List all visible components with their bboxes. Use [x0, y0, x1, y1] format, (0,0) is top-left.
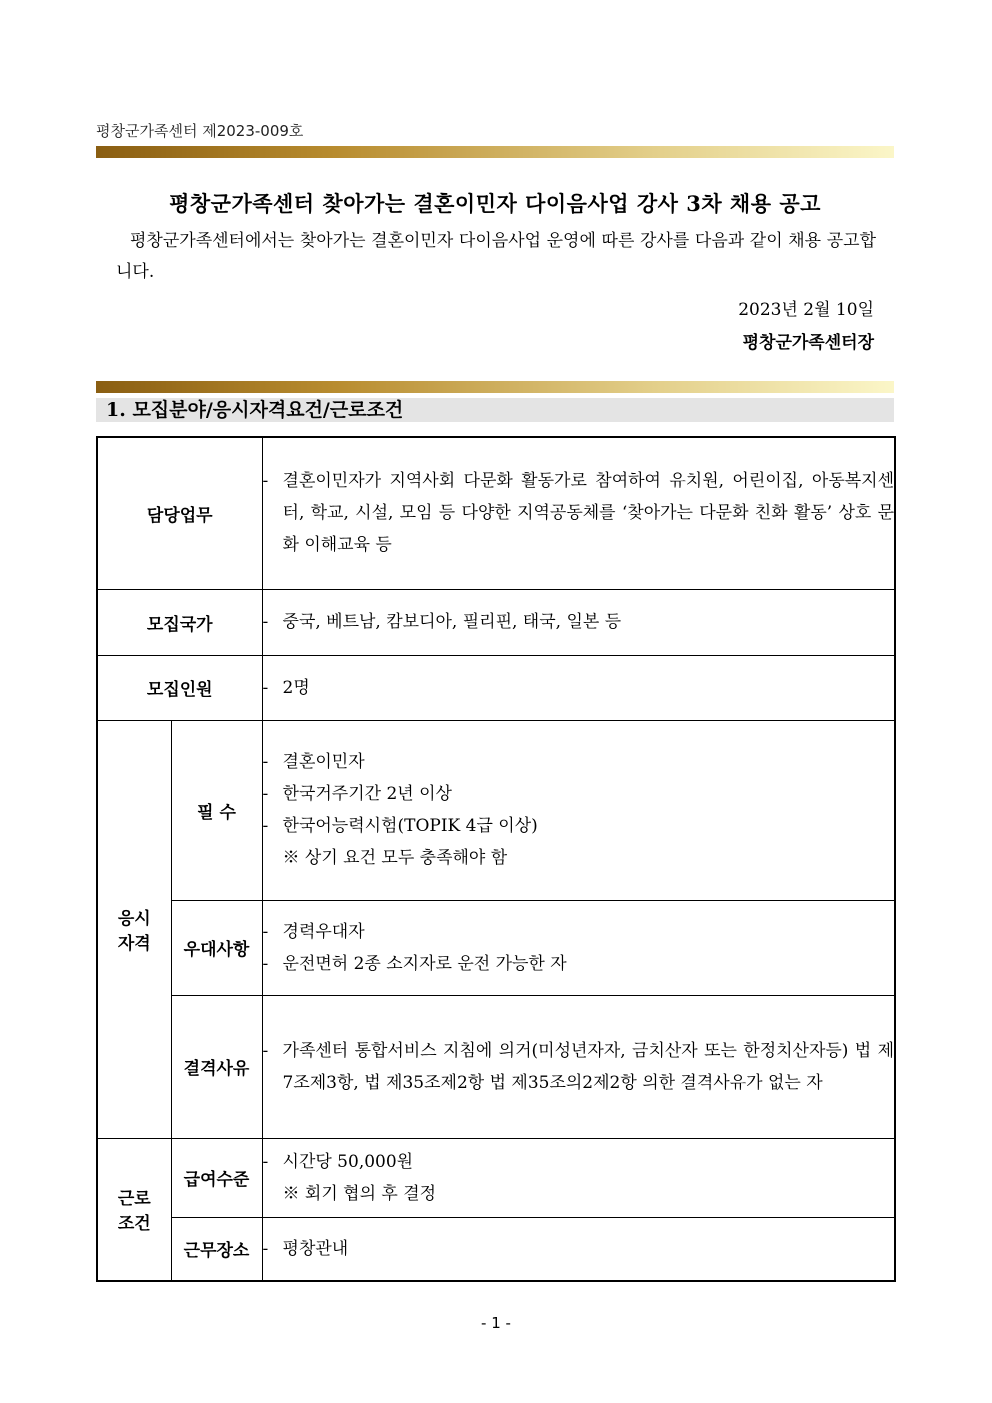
disqualification-label: 결격사유	[171, 995, 262, 1138]
qualification-label-line2: 자격	[117, 934, 151, 954]
list-item: - 한국거주기간 2년 이상	[263, 778, 895, 810]
headcount-label: 모집인원	[97, 655, 262, 720]
row-pay	[97, 1138, 895, 1217]
duty-label: 담당업무	[97, 437, 262, 589]
list-item: - 한국어능력시험(TOPIK 4급 이상)	[263, 810, 895, 842]
location-label: 근무장소	[171, 1217, 262, 1281]
conditions-label	[97, 1138, 171, 1281]
disqualification-content	[262, 995, 895, 1138]
conditions-label-line1: 근로	[117, 1189, 151, 1210]
list-item: - 시간당 50,000원	[263, 1146, 895, 1178]
section-heading: 1. 모집분야/응시자격요건/근로조건	[96, 398, 894, 422]
announcement-date: 2023년 2월 10일	[738, 300, 874, 320]
qualification-label	[97, 720, 171, 1138]
pay-content	[262, 1138, 895, 1217]
preferred-content	[262, 900, 895, 995]
list-item: - 운전면허 2종 소지자로 운전 가능한 자	[263, 948, 895, 980]
preferred-label: 우대사항	[171, 900, 262, 995]
row-preferred	[97, 900, 895, 995]
list-item: - 가족센터 통합서비스 지침에 의거(미성년자자, 금치산자 또는 한정치산자등) 법 제7조제3항, 법 제35조제2항 법 제35조의2제2항 의한 결격사유가 없는 자	[263, 1035, 895, 1099]
list-item: - 경력우대자	[263, 916, 895, 948]
required-note: ※ 상기 요건 모두 충족해야 함	[282, 848, 508, 868]
issuer-name: 평창군가족센터장	[742, 333, 874, 353]
list-item: - 중국, 베트남, 캄보디아, 필리핀, 태국, 일본 등	[263, 606, 895, 638]
qualification-label-line1: 응시	[117, 909, 151, 929]
row-countries	[97, 589, 895, 655]
countries-label: 모집국가	[97, 589, 262, 655]
recruitment-table	[96, 436, 896, 1282]
row-required	[97, 720, 895, 900]
section-divider	[96, 381, 894, 393]
page-title: 평창군가족센터 찾아가는 결혼이민자 다이음사업 강사 3차 채용 공고	[169, 191, 821, 216]
list-item: - 2명	[263, 672, 895, 704]
headcount-content	[262, 655, 895, 720]
pay-label: 급여수준	[171, 1138, 262, 1217]
list-item: - 결혼이민자가 지역사회 다문화 활동가로 참여하여 유치원, 어린이집, 아동복지센터, 학교, 시설, 모임 등 다양한 지역공동체를 ‘찾아가는 다문화 친화 활동’ 상호 문화 이해교육 등	[263, 465, 895, 561]
required-content	[262, 720, 895, 900]
header-divider	[96, 146, 894, 158]
location-content	[262, 1217, 895, 1281]
conditions-label-line2: 조건	[117, 1214, 151, 1235]
row-headcount	[97, 655, 895, 720]
row-disqualification	[97, 995, 895, 1138]
list-item: - 평창관내	[263, 1233, 895, 1265]
required-label: 필 수	[171, 720, 262, 900]
countries-content	[262, 589, 895, 655]
document-number: 평창군가족센터 제2023-009호	[96, 122, 304, 140]
intro-paragraph: 평창군가족센터에서는 찾아가는 결혼이민자 다이음사업 운영에 따른 강사를 다음과 같이 채용 공고합니다.	[116, 231, 876, 282]
row-duty	[97, 437, 895, 589]
duty-content	[262, 437, 895, 589]
row-location	[97, 1217, 895, 1281]
list-item: - 결혼이민자	[263, 746, 895, 778]
page-number: - 1 -	[481, 1314, 511, 1332]
pay-note: ※ 회기 협의 후 결정	[282, 1183, 437, 1204]
